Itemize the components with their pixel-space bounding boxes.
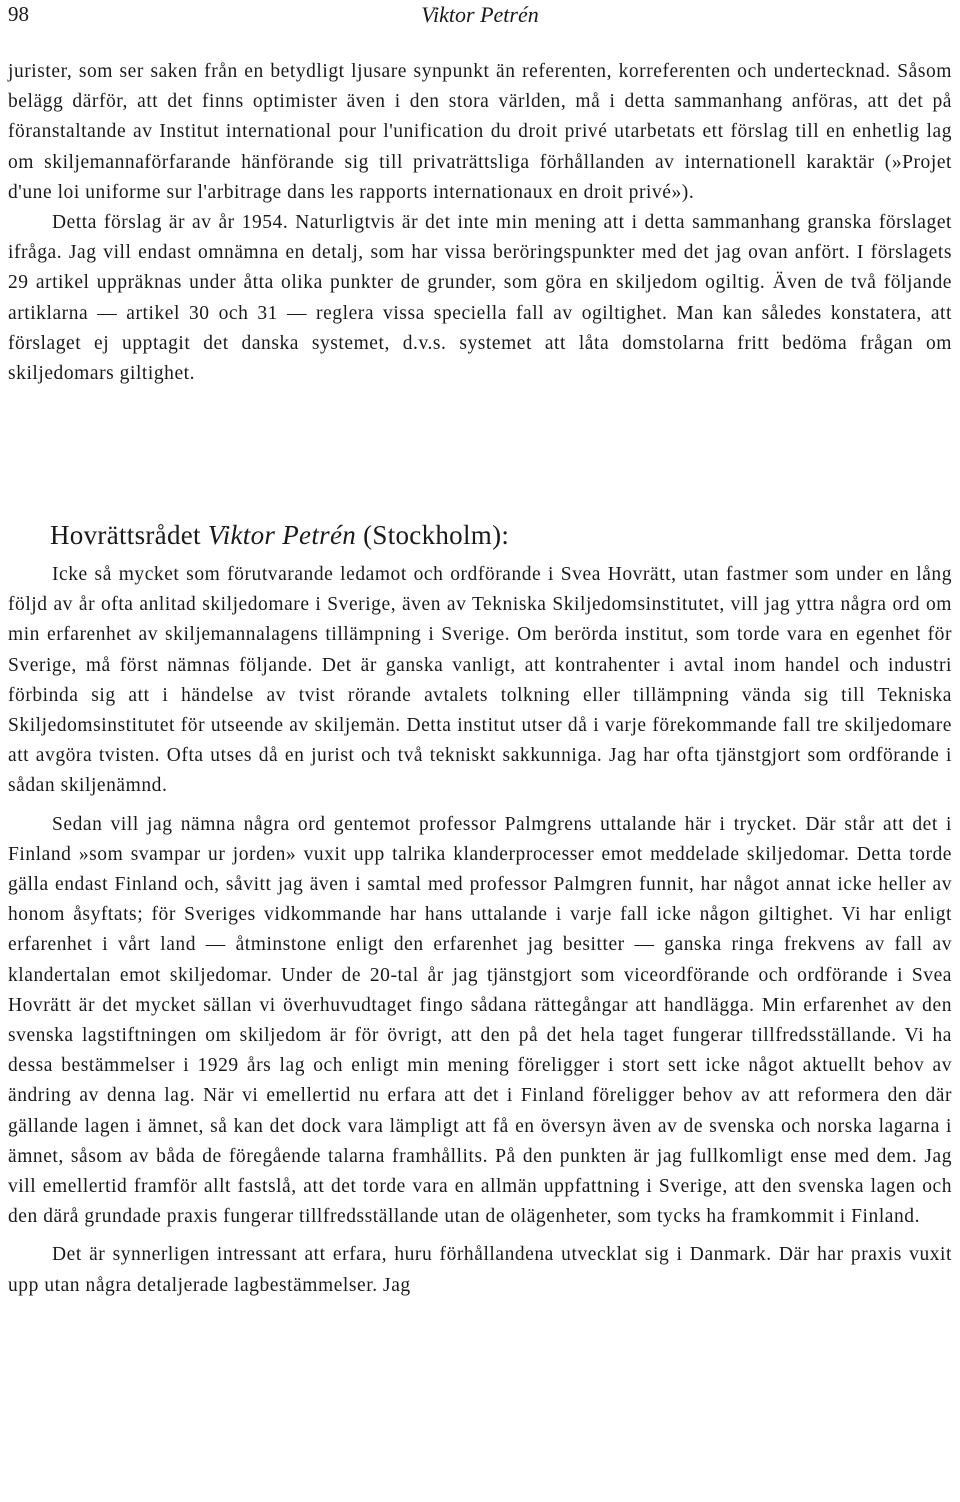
paragraph-optimists: jurister, som ser saken från en betydligt ljusare synpunkt än referenten, korreferenten och undertecknad. Såsom belägg därför, att det finns optimister även i den stora världen, må i detta sammanhang anföras, att det på föranstaltande av Institut international pour l'unification du droit privé utarbetats ett förslag till en enhetlig lag om skiljemannaförfarande hänförande sig till privaträttsliga förhållanden av internationell karaktär (»Projet d'une loi uniforme sur l'arbitrage dans les rapports internationaux en droit privé»). (8, 61, 952, 203)
speaker-name: Viktor Petrén (207, 520, 357, 550)
speaker-heading (50, 520, 509, 551)
page-number: 98 (8, 2, 29, 26)
previous-speaker-section (8, 57, 952, 389)
speaker-title: Hovrättsrådet (50, 520, 201, 550)
paragraph-proposal-1954: Detta förslag är av år 1954. Naturligtvis är det inte min mening att i detta sammanhang granska förslaget ifråga. Jag vill endast omnämna en detalj, som har vissa beröringspunkter med det jag ovan anfört. I förslagets 29 artikel uppräknas under åtta olika punkter de grunder, som göra en skiljedom ogiltig. Även de två följande artiklarna — artikel 30 och 31 — reglera vissa speciella fall av ogiltighet. Man kan således konstatera, att förslaget ej upptagit det danska systemet, d.v.s. systemet att låta domstolarna fritt bedöma frågan om skiljedomars giltighet. (8, 212, 952, 385)
paragraph-denmark: Det är synnerligen intressant att erfara, huru förhållandena utvecklat sig i Danmark. Där har praxis vuxit upp utan några detaljerade lagbestämmelser. Jag (8, 1244, 952, 1296)
speaker-location: (Stockholm): (363, 520, 510, 550)
paragraph-palmgren-reply: Sedan vill jag nämna några ord gentemot professor Palmgrens uttalande här i trycket. Där står att det i Finland »som svampar ur jorden» vuxit upp talrika klanderprocesser emot meddelade skiljedomar. Detta torde gälla endast Finland och, såvitt jag även i samtal med professor Palmgren funnit, har något annat icke heller av honom åsyftats; för Sveriges vidkommande har hans uttalande i varje fall icke någon giltighet. Vi har enligt erfarenhet i vårt land — åtminstone enligt den erfarenhet jag besitter — ganska ringa frekvens av fall av klandertalan emot skiljedomar. Under de 20-tal år jag tjänstgjort som viceordförande och ordförande i Svea Hovrätt är det mycket sällan vi överhuvudtaget fingo sådana rättegångar att handlägga. Min erfarenhet av den svenska lagstiftningen om skiljedom är för övrigt, att den på det hela taget fungerar tillfredsställande. Vi ha dessa bestämmelser i 1929 års lag och enligt min mening föreligger i stort sett icke något aktuellt behov av ändring av denna lag. När vi emellertid nu erfara att det i Finland föreligger behov av att reformera den där gällande lagen i ämnet, så kan det dock vara lämpligt att få en översyn även av de svenska och norska lagarna i ämnet, såsom av båda de föregående talarna framhållits. På den punkten är jag fullkomligt ense med dem. Jag vill emellertid framför allt fastslå, att det torde vara en allmän uppfattning i Sverige, att den svenska lagen och den därå grundade praxis fungerar tillfredsställande utan de olägenheter, som tycks ha framkommit i Finland. (8, 813, 952, 1228)
page-header (8, 0, 952, 30)
petren-speech-section (8, 560, 952, 1301)
paragraph-arbitration-institute: Icke så mycket som förutvarande ledamot och ordförande i Svea Hovrätt, utan fastmer som under en lång följd av år ofta anlitad skiljedomare i Sverige, även av Tekniska Skiljedomsinstitutet, vill jag yttra några ord om min erfarenhet av skiljemannalagens tillämpning i Sverige. Om berörda institut, som torde vara en egenhet för Sverige, må först nämnas följande. Det är ganska vanligt, att kontrahenter i avtal inom handel och industri förbinda sig att i händelse av tvist rörande avtalets tolkning eller tillämpning vända sig till Tekniska Skiljedomsinstitutet för utseende av skiljemän. Detta institut utser då i varje förekommande fall tre skiljedomare att avgöra tvisten. Ofta utses då en jurist och två tekniskt sakkunniga. Jag har ofta tjänstgjort som ordförande i sådan skiljenämnd. (8, 564, 952, 797)
running-head: Viktor Petrén (421, 2, 539, 27)
document-page (8, 0, 952, 1296)
